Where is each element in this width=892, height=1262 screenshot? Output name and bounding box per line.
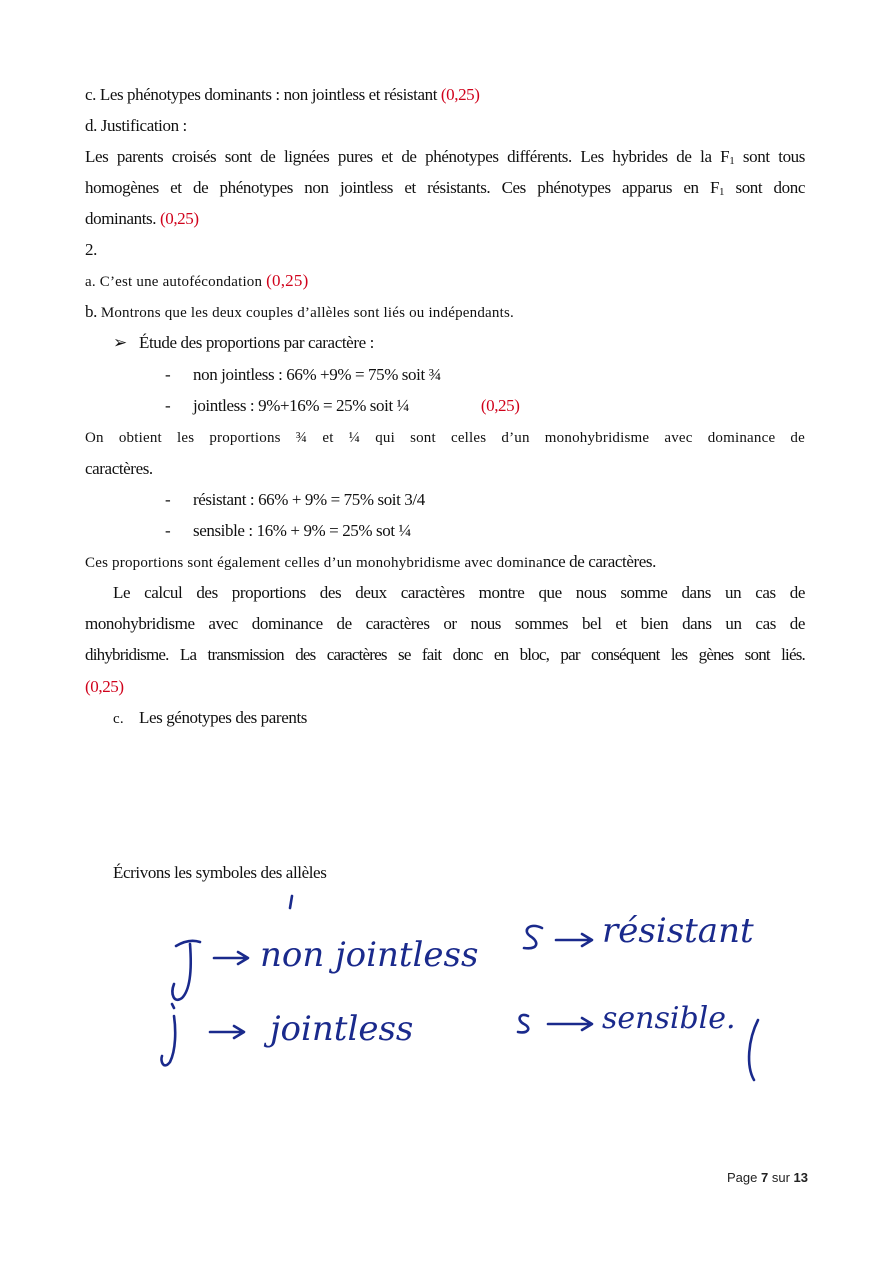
handwritten-S-symbol [524, 926, 542, 948]
handwritten-J-symbol [172, 941, 200, 1000]
arrow-bullet-icon: ➢ [113, 333, 127, 352]
dash-icon: - [165, 490, 171, 509]
handwritten-label-sensible: sensible. [602, 1001, 736, 1036]
text: a. C’est une autofécondation [85, 274, 263, 290]
text: résistant : 66% + 9% = 75% soit 3/4 [193, 490, 425, 509]
text: sont tous [734, 147, 805, 166]
text: dominants. [85, 209, 157, 228]
handwritten-allele-symbols [150, 890, 765, 1090]
footer-page-word: Page [726, 1170, 758, 1185]
handwritten-s-symbol [518, 1015, 528, 1032]
handwritten-j-symbol [161, 1004, 175, 1065]
dash-item-sensible [165, 520, 411, 542]
text: jointless : 9%+16% = 25% soit ¼ [193, 396, 409, 415]
score-mark: (0,25) [159, 209, 199, 228]
ces-proportions-line [85, 551, 656, 574]
score-mark: (0,25) [440, 85, 480, 104]
calcul-line-3: dihybridisme. La transmission des caractères se fait donc en bloc, par conséquent les gènes sont liés. [85, 645, 805, 664]
dash-item-nonjointless [165, 364, 441, 386]
handwritten-arrow-icon [556, 934, 592, 946]
justification-heading: d. Justification : [85, 116, 187, 135]
text: nce de caractères. [542, 552, 656, 571]
text: Montrons que les deux couples d’allèles sont liés ou indépendants. [100, 305, 514, 321]
calcul-line-1: Le calcul des proportions des deux caractères montre que nous somme dans un cas de [113, 583, 805, 602]
handwritten-label-resistant: résistant [602, 911, 754, 951]
question-2-number: 2. [85, 240, 97, 259]
text: sont donc [724, 178, 805, 197]
text: c. Les phénotypes dominants : non jointless et résistant [85, 85, 438, 104]
handwritten-partial-mark [749, 1020, 758, 1080]
subscript: 1 [729, 155, 735, 167]
handwritten-label-non-jointless: non jointless [260, 935, 479, 975]
dash-icon: - [165, 396, 171, 415]
calcul-line-2: monohybridisme avec dominance de caractères or nous sommes bel et bien dans un cas de [85, 614, 805, 633]
text: Les parents croisés sont de lignées pures et de phénotypes différents. Les hybrides de la F [85, 147, 730, 166]
answer-2a [85, 270, 308, 293]
ecrivons-line: Écrivons les symboles des allèles [113, 863, 327, 882]
dash-icon: - [165, 365, 171, 384]
text: non jointless : 66% +9% = 75% soit ¾ [193, 365, 441, 384]
answer-c-phenotypes [85, 84, 480, 106]
footer-page-number: 7 [760, 1170, 769, 1185]
handwritten-tick-mark [290, 896, 292, 908]
justification-line-1 [85, 146, 805, 172]
text: Les génotypes des parents [139, 708, 307, 727]
dash-item-jointless [165, 395, 520, 417]
score-mark: (0,25) [480, 396, 520, 415]
caracteres-line: caractères. [85, 459, 153, 478]
text: homogènes et de phénotypes non jointless et résistants. Ces phénotypes apparus en F [85, 178, 720, 197]
handwritten-arrow-icon [210, 1026, 244, 1038]
handwritten-arrow-icon [548, 1018, 592, 1030]
dash-icon: - [165, 521, 171, 540]
score-mark: (0,25) [85, 677, 124, 696]
score-mark: (0,25) [266, 271, 309, 290]
text: Étude des proportions par caractère : [139, 333, 374, 352]
handwritten-label-jointless: jointless [270, 1009, 414, 1049]
footer-page-total: 13 [793, 1170, 808, 1185]
answer-2c [113, 707, 307, 730]
label: c. [113, 711, 124, 727]
justification-line-3 [85, 208, 199, 230]
subscript: 1 [719, 186, 725, 198]
text: Ces proportions sont également celles d’un monohybridisme avec domina [85, 555, 543, 571]
obtient-line: On obtient les proportions ¾ et ¼ qui sont celles d’un monohybridisme avec dominance de [85, 430, 805, 446]
page-footer [727, 1170, 808, 1185]
justification-line-2 [85, 177, 805, 203]
dash-item-resistant [165, 489, 425, 511]
text: sensible : 16% + 9% = 25% sot ¼ [193, 521, 411, 540]
answer-2b [85, 301, 514, 324]
label: b. [85, 302, 97, 321]
bullet-etude [113, 332, 374, 354]
footer-sur: sur [771, 1170, 790, 1185]
handwritten-arrow-icon [214, 952, 248, 964]
